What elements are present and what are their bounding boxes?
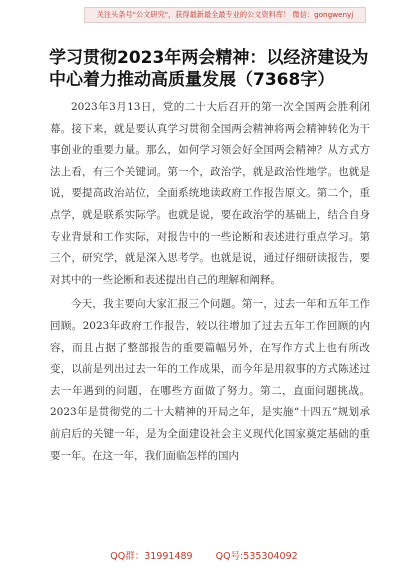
header-banner: 关注头条号"公文研究"，获得最新最全最专业的公文资料库！ 微信：gongwenyj <box>84 7 366 23</box>
document-title: 学习贯彻2023年两会精神：以经济建设为中心着力推动高质量发展（7368字） <box>49 48 369 90</box>
footer-qq-group: QQ群：31991489 <box>110 551 193 562</box>
paragraph: 2023年3月13日，党的二十大后召开的第一次全国两会胜利闭幕。接下来，就是要认真学习贯彻全国两会精神将两会精神转化为干事创业的重要力量。那么，如何学习领会好全国两会精神？从方式方法上看，有三个关键词。第一个，政治学，就是政治性地学。也就是说，要提高政治站位，全面系统地读政府工作报告原文。第二个，重点学，就是联系实际学。也就是说，要在政治学的基础上，结合自身专业背景和工作实际，对报告中的一些论断和表述进行重点学习。第三个，研究学，就是深入思考学。也就是说，通过仔细研读报告，要对其中的一些论断和表述提出自己的理解和阐释。 <box>50 101 370 286</box>
page-footer <box>0 548 408 562</box>
document-body <box>50 97 370 470</box>
footer-qq-number: QQ号:535304092 <box>215 551 298 562</box>
paragraph: 今天，我主要向大家汇报三个问题。第一，过去一年和五年工作回顾。2023年政府工作报告，较以往增加了过去五年工作回顾的内容，而且占据了整部报告的重要篇幅另外，在写作方式上也有所改变，以前是列出过去一年的工作成果，而今年是用叙事的方式陈述过去一年遇到的问题，在哪些方面做了努力。第二，直面问题挑战。2023年是贯彻党的二十大精神的开局之年，是实施“十四五”规划承前启后的关键一年，是为全面建设社会主义现代化国家奠定基础的重要一年。在这一年，我们面临怎样的国内 <box>50 298 370 462</box>
